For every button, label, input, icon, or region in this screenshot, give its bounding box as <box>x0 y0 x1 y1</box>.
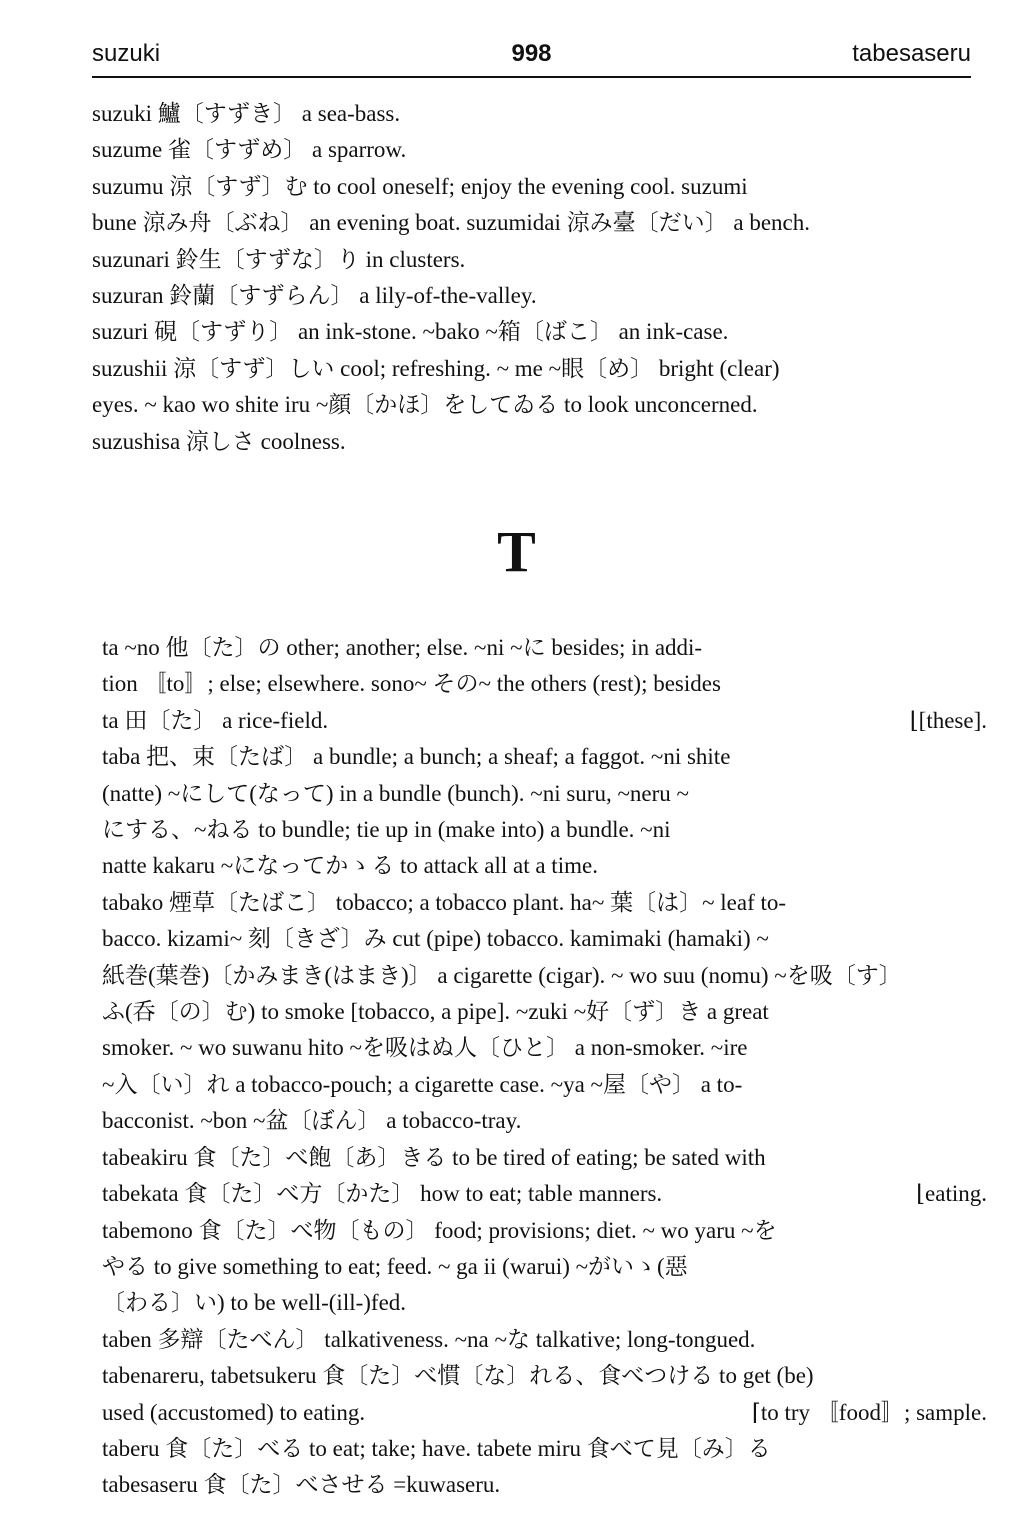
entry-suzume: suzume 雀〔すずめ〕 a sparrow. <box>92 137 407 163</box>
entry-tabenareru: tabenareru, tabetsukeru 食〔た〕べ慣〔な〕れる、食べつける to get (be) ⌈to try 〚food〛; sample. used (accustomed) to eating. <box>102 1358 987 1431</box>
entry-ta-ricefield: ⌊[these]. ta 田〔た〕 a rice-field. <box>102 703 987 739</box>
entry-taba: taba 把、束〔たば〕 a bundle; a bunch; a sheaf; a faggot. ~ni shite (natte) ~にして(なって) in a bundle (bunch). ~ni suru, ~neru ~ にする、~ねる to bundle; tie up in (make into) a bundle. ~ni natte kakaru ~になってかゝる to attack all at a time. <box>102 744 731 879</box>
entry-suzumu: suzumu 涼〔すず〕む to cool oneself; enjoy the evening cool. suzumi bune 涼み舟〔ぶね〕 an evening boat. suzumidai 涼み臺〔だい〕 a bench. <box>92 173 810 236</box>
entry-tabemono: tabemono 食〔た〕べ物〔もの〕 food; provisions; diet. ~ wo yaru ~を やる to give something to eat; feed. ~ ga ii (warui) ~がいゝ(惡 〔わる〕い) to be well-(ill-)fed. <box>102 1217 777 1316</box>
running-header <box>92 40 971 78</box>
entries-s-block <box>92 96 971 460</box>
header-left-guideword: suzuki <box>92 40 161 67</box>
entry-suzuki: suzuki 鱸〔すずき〕 a sea-bass. <box>92 101 401 126</box>
entry-suzushii: suzushii 涼〔すず〕しい cool; refreshing. ~ me ~眼〔め〕 bright (clear) eyes. ~ kao wo shite iru ~顔〔かほ〕をしてゐる to look unconcerned. suzushisa 涼しさ coolness. <box>92 355 780 454</box>
entry-suzuran: suzuran 鈴蘭〔すずらん〕 a lily-of-the-valley. <box>92 283 537 309</box>
entry-suzunari: suzunari 鈴生〔すずな〕り in clusters. <box>92 246 466 272</box>
entry-tabekata: ⌊eating. tabekata 食〔た〕べ方〔かた〕 how to eat; table manners. <box>102 1176 987 1212</box>
turnover-fragment: ⌊eating. <box>916 1181 987 1207</box>
entry-tabesaseru: tabesaseru 食〔た〕べさせる =kuwaseru. <box>102 1472 501 1498</box>
entry-tabeakiru: tabeakiru 食〔た〕べ飽〔あ〕きる to be tired of eating; be sated with <box>102 1144 766 1170</box>
entries-t-block <box>102 630 987 1504</box>
page-number: 998 <box>511 40 552 67</box>
entry-taben: taben 多辯〔たべん〕 talkativeness. ~na ~な talkative; long-tongued. <box>102 1326 756 1352</box>
header-right-guideword: tabesaseru <box>852 40 971 67</box>
section-letter: T <box>497 519 536 584</box>
turnover-fragment: ⌈to try 〚food〛; sample. <box>751 1399 987 1425</box>
entry-suzuri: suzuri 硯〔すずり〕 an ink-stone. ~bako ~箱〔ばこ〕 an ink-case. <box>92 319 729 345</box>
turnover-fragment: ⌊[these]. <box>909 707 987 733</box>
entry-taberu: taberu 食〔た〕べる to eat; take; have. tabete miru 食べて見〔み〕る <box>102 1435 771 1461</box>
entry-tabako: tabako 煙草〔たばこ〕 tobacco; a tobacco plant. ha~ 葉〔は〕~ leaf to- bacco. kizami~ 刻〔きざ〕み cut (pipe) tobacco. kamimaki (hamaki) ~ 紙巻(葉巻)〔かみまき(はまき)〕 a cigarette (cigar). ~ wo suu (nomu) ~を吸〔す〕 ふ(呑〔の〕む) to smoke [tobacco, a pipe]. ~zuki ~好〔ず〕き a great smoker. ~ wo suwanu hito ~を吸はぬ人〔ひと〕 a non-smoker. ~ire ~入〔い〕れ a tobacco-pouch; a cigarette case. ~ya ~屋〔や〕 a to- bacconist. ~bon ~盆〔ぼん〕 a tobacco-tray. <box>102 889 902 1134</box>
entry-ta-other: ta ~no 他〔た〕の other; another; else. ~ni ~に besides; in addi- tion 〚to〛; else; elsewhere. sono~ その~ the others (rest); besides <box>102 635 721 697</box>
